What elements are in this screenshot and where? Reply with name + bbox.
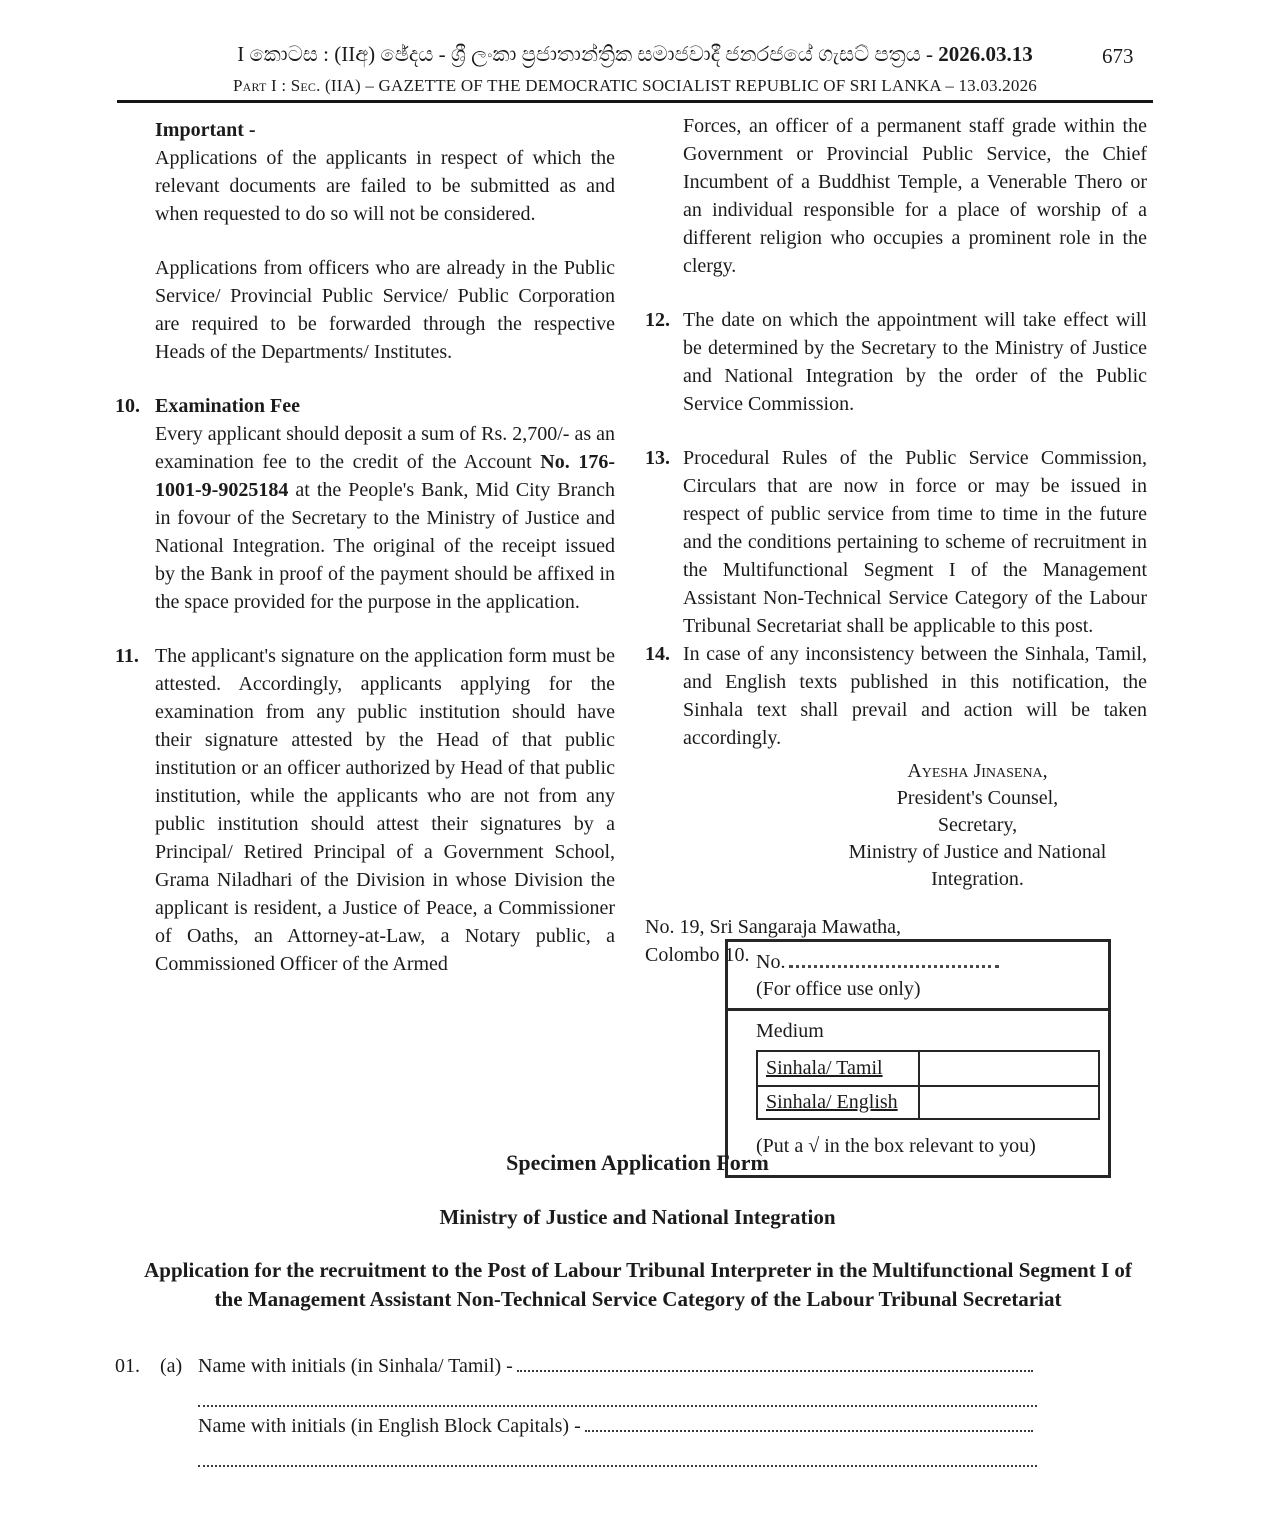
item-13-body: Procedural Rules of the Public Service Commission, Circulars that are now in force or may be issued in respect of public service from time to time in the future and the conditions pertaining to scheme of recruitment in the Multifunctional Segment I of the Management Assistant Non-Technical Service Category of the Labour Tribunal Secretariat shall be applicable to this post. (683, 447, 1147, 637)
specimen-form-heading: Specimen Application Form (506, 1150, 769, 1175)
item-10-body (155, 420, 615, 616)
item-10-account-number: No. 176-1001-9-9025184 (155, 451, 615, 501)
medium-row-sinhala-tamil (758, 1052, 1098, 1085)
item-10 (115, 392, 615, 616)
name-sinhala-fill-line-2 (198, 1382, 1037, 1407)
item-01-sub-a: (a) (160, 1355, 183, 1377)
medium-row-sinhala-english (758, 1085, 1098, 1118)
continuation-paragraph: Forces, an officer of a permanent staff grade within the Government or Provincial Public Service, the Chief Incumbent of a Buddhist Temple, a Venerable Thero or an individual responsible for a place of worship of a different religion who occupies a prominent role in the clergy. (683, 115, 1147, 277)
office-use-only-label: (For office use only) (756, 978, 921, 1000)
left-column (115, 116, 615, 978)
item-10-number: 10. (115, 395, 140, 417)
item-01-row-sinhala (115, 1352, 1037, 1382)
item-01-row-english (198, 1412, 1037, 1442)
signatory-title-3: Ministry of Justice and National Integration. (848, 841, 1107, 890)
medium-label-sinhala-tamil (758, 1052, 920, 1085)
item-12-number: 12. (645, 309, 670, 331)
medium-tick-cell-sinhala-tamil[interactable] (920, 1052, 1098, 1085)
address-line-2: Colombo 10. (645, 944, 750, 966)
page-number: 673 (1102, 44, 1134, 68)
important-paragraph: Applications of the applicants in respect of which the relevant documents are failed to be submitted as and when requested to do so will not be considered. (155, 147, 615, 225)
item-14-body: In case of any inconsistency between the Sinhala, Tamil, and English texts published in this notification, the Sinhala text shall prevail and action will be taken accordingly. (683, 643, 1147, 749)
medium-label-sinhala-english (758, 1087, 920, 1118)
tick-instruction: (Put a √ in the box relevant to you) (756, 1135, 1036, 1157)
medium-label-sinhala-tamil-text: Sinhala/ Tamil (766, 1057, 883, 1079)
no-fill-leader (789, 955, 999, 968)
name-sinhala-fill-line (517, 1370, 1033, 1372)
officers-paragraph: Applications from officers who are already in the Public Service/ Provincial Public Service/ Public Corporation are required to be forwarded through the respective Heads of the Departments/ Institutes. (155, 257, 615, 363)
item-12 (645, 306, 1147, 418)
item-10-body-pre: Every applicant should deposit a sum of Rs. 2,700/- as an examination fee to the credit of the Account (155, 423, 615, 473)
medium-table (756, 1050, 1100, 1120)
item-14 (645, 640, 1147, 752)
signatory-name: Ayesha Jinasena, (907, 760, 1048, 782)
item-01-number: 01. (115, 1355, 140, 1377)
item-11 (115, 642, 615, 978)
item-13 (645, 444, 1147, 640)
item-14-number: 14. (645, 643, 670, 665)
item-13-number: 13. (645, 447, 670, 469)
form-item-01 (115, 1352, 1037, 1472)
no-label: No. (756, 951, 786, 973)
name-sinhala-label: Name with initials (in Sinhala/ Tamil) - (198, 1355, 513, 1377)
signatory-title-1: President's Counsel, (896, 787, 1059, 809)
item-11-number: 11. (115, 645, 139, 667)
item-11-body: The applicant's signature on the application form must be attested. Accordingly, applicants applying for the examination from any public institution should have their signature attested by the Head of that public institution or an officer authorized by Head of that public institution, while the applicants who are not from any public institution should attest their signatures by a Principal/ Retired Principal of a Government School, Grama Niladhari of the Division in whose Division the applicant is resident, a Justice of Peace, a Commissioner of Oaths, an Attorney-at-Law, a Notary public, a Commissioned Officer of the Armed (155, 645, 615, 975)
medium-label-sinhala-english-text: Sinhala/ English (766, 1091, 898, 1113)
item-10-heading: Examination Fee (155, 395, 300, 417)
item-12-body: The date on which the appointment will take effect will be determined by the Secretary to the Ministry of Justice and National Integration by the order of the Public Service Commission. (683, 309, 1147, 415)
right-column (645, 112, 1147, 969)
name-english-label: Name with initials (in English Block Capitals) - (198, 1415, 581, 1437)
item-10-body-post: at the People's Bank, Mid City Branch in fovour of the Secretary to the Ministry of Justice and National Integration. The original of the receipt issued by the Bank in proof of the payment should be affixed in the space provided for the purpose in the application. (155, 479, 615, 613)
name-english-fill-line-2 (198, 1442, 1037, 1467)
signatory-title-2: Secretary, (937, 814, 1018, 836)
no-line (756, 949, 1098, 976)
ministry-heading: Ministry of Justice and National Integration (439, 1205, 836, 1229)
header-sinhala-date: 2026.03.13 (938, 42, 1033, 66)
header-sinhala-line (0, 42, 1270, 67)
address-line-1: No. 19, Sri Sangaraja Mawatha, (645, 916, 902, 938)
header-rule (117, 100, 1153, 103)
important-heading: Important - (155, 119, 256, 141)
header-sinhala-text: I කොටස : (IIඅ) ඡේදය - ශ්‍රී ලංකා ප්‍රජාතාන්ත්‍රික සමාජවාදී ජනරජයේ ගැසට් පත්‍රය - (237, 42, 939, 66)
medium-tick-cell-sinhala-english[interactable] (920, 1087, 1098, 1118)
header-english-line: Part I : Sec. (IIA) – GAZETTE OF THE DEMOCRATIC SOCIALIST REPUBLIC OF SRI LANKA – 13.03.2026 (233, 76, 1037, 95)
name-english-fill-line (585, 1430, 1033, 1432)
office-use-box (725, 939, 1111, 1178)
office-use-box-top (728, 942, 1108, 1011)
signature-block (805, 758, 1150, 893)
application-title: Application for the recruitment to the Post of Labour Tribunal Interpreter in the Multifunctional Segment I of the Management Assistant Non-Technical Service Category of the Labour Tribunal Secretariat (144, 1258, 1132, 1311)
medium-label: Medium (756, 1020, 824, 1042)
